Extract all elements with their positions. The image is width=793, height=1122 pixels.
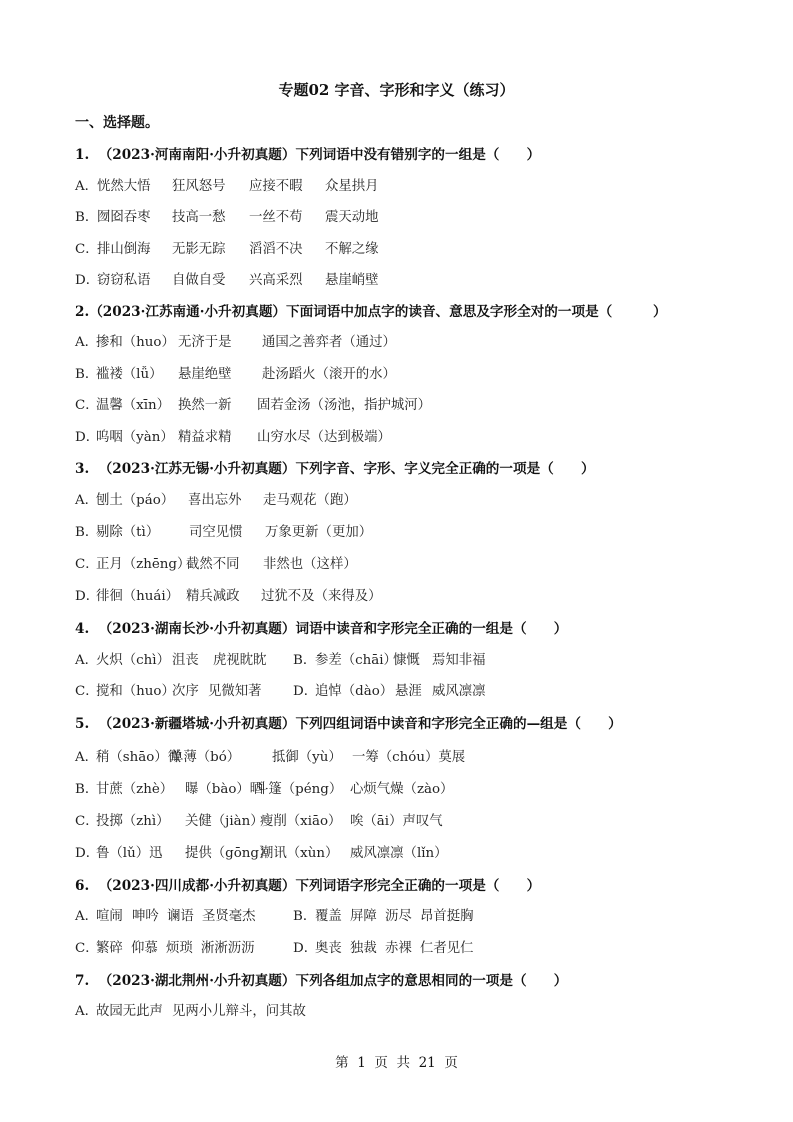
option-word: 排山倒海	[97, 242, 151, 257]
option-word: 抵御（yù）	[272, 750, 342, 765]
option-word: 应接不暇	[249, 179, 303, 194]
option-label: A．	[75, 1004, 99, 1019]
option-label: B．	[75, 525, 99, 540]
option-word: 呻吟	[132, 909, 159, 924]
option-word: 换然一新	[178, 398, 232, 413]
option-word: 剔除（tì）	[96, 525, 160, 540]
option-word: 众星拱月	[325, 179, 379, 194]
option-word: 精益求精	[178, 430, 232, 445]
option-label: C．	[75, 941, 99, 956]
option-label: A．	[75, 335, 99, 350]
option-word: 悬崖峭壁	[325, 273, 379, 288]
option-label: C．	[75, 557, 99, 572]
option-word: 呜咽（yàn）	[96, 430, 174, 445]
option-label: B．	[293, 909, 317, 924]
option-word: 奥丧	[315, 941, 342, 956]
option-word: 无影无踪	[172, 242, 226, 257]
option-word: 故园无此声	[96, 1004, 163, 1019]
option-word: 火炽（chì）	[96, 653, 170, 668]
option-word: 喧闹	[96, 909, 123, 924]
option-word: 通国之善弈者（通过）	[262, 335, 396, 350]
option-word: 不解之缘	[325, 242, 379, 257]
option-label: D．	[293, 941, 318, 956]
option-word: 截然不同	[186, 557, 240, 572]
option-word: 山穷水尽（达到极端）	[257, 430, 391, 445]
option-word: 褴褛（lǚ）	[96, 367, 163, 382]
option-word: 烦琐	[166, 941, 193, 956]
option-word: 慷慨	[393, 653, 420, 668]
option-label: C．	[75, 684, 99, 699]
option-word: 掺和（huo）	[96, 335, 175, 350]
option-label: A．	[75, 653, 99, 668]
option-word: 仁者见仁	[420, 941, 474, 956]
option-word: 窃窃私语	[97, 273, 151, 288]
option-word: 虎视眈眈	[213, 653, 267, 668]
option-word: 威风凛凛（lǐn）	[350, 846, 448, 861]
option-label: B．	[75, 367, 99, 382]
question-stem: 1. （2023·河南南阳·小升初真题）下列词语中没有错别字的一组是（ ）	[75, 147, 541, 163]
option-word: 滔滔不决	[249, 242, 303, 257]
option-label: A．	[75, 493, 99, 508]
option-label: D．	[75, 846, 100, 861]
option-label: D．	[75, 273, 100, 288]
option-word: 圣贤毫杰	[202, 909, 256, 924]
option-label: C．	[75, 242, 99, 257]
option-word: 见两小儿辩斗，问其故	[172, 1004, 306, 1019]
option-word: 走马观花（跑）	[263, 493, 357, 508]
option-label: C．	[75, 398, 99, 413]
option-word: 独裁	[350, 941, 377, 956]
option-word: 心烦气燥（zào）	[350, 782, 454, 797]
option-word: 覆盖	[315, 909, 342, 924]
option-label: B．	[293, 653, 317, 668]
section-heading: 一、选择题。	[75, 115, 159, 131]
option-word: 沥尽	[385, 909, 412, 924]
option-word: 焉知非福	[432, 653, 486, 668]
option-label: B．	[75, 782, 99, 797]
option-word: 非然也（这样）	[263, 557, 357, 572]
option-word: 繁碎	[96, 941, 123, 956]
option-word: 谰语	[167, 909, 194, 924]
option-word: 正月（zhēng）	[96, 557, 191, 572]
option-word: 追悼（dào）	[315, 684, 394, 699]
option-word: 技高一愁	[172, 210, 226, 225]
question-stem: 2.（2023·江苏南通·小升初真题）下面词语中加点字的读音、意思及字形全对的一项是（ ）	[75, 304, 667, 320]
option-word: 刨土（páo）	[96, 493, 175, 508]
question-stem: 6. （2023·四川成都·小升初真题）下列词语字形完全正确的一项是（ ）	[75, 878, 541, 894]
option-label: A．	[75, 750, 99, 765]
option-word: 瘦削（xiāo）	[260, 814, 342, 829]
option-word: 自做自受	[172, 273, 226, 288]
option-word: 投掷（zhì）	[96, 814, 170, 829]
option-word: 赴汤蹈火（滚开的水）	[262, 367, 396, 382]
option-word: 过犹不及（来得及）	[261, 589, 382, 604]
option-word: 一筹（chóu）莫展	[352, 750, 466, 765]
option-word: 提供（gōng）	[185, 846, 273, 861]
option-word: 徘徊（huái）	[96, 589, 180, 604]
option-label: A．	[75, 179, 99, 194]
option-word: 万象更新（更加）	[265, 525, 373, 540]
option-label: D．	[75, 430, 100, 445]
option-word: 屏障	[350, 909, 377, 924]
option-word: 仰慕	[131, 941, 158, 956]
option-word: 唉（āi）声叹气	[350, 814, 443, 829]
option-word: 稍（shāo）微	[96, 750, 182, 765]
option-word: 关健（jiàn）	[185, 814, 264, 829]
option-label: D．	[293, 684, 318, 699]
option-word: 固若金汤（汤池，指护城河）	[257, 398, 432, 413]
option-word: 一丝不苟	[249, 210, 303, 225]
option-word: 搅和（huo）	[96, 684, 175, 699]
option-word: 单薄（bó）	[170, 750, 241, 765]
option-word: 震天动地	[325, 210, 379, 225]
page-footer: 第 1 页 共 21 页	[335, 1055, 458, 1071]
option-word: 囫囵吞枣	[97, 210, 151, 225]
option-word: 鲁（lǔ）迅	[96, 846, 163, 861]
page-title: 专题02 字音、字形和字义（练习）	[278, 81, 515, 99]
option-word: 赤裸	[385, 941, 412, 956]
option-word: 潮讯（xùn）	[260, 846, 339, 861]
option-word: 曝（bào）晒	[185, 782, 264, 797]
option-word: 淅淅沥沥	[201, 941, 255, 956]
question-stem: 5. （2023·新疆塔城·小升初真题）下列四组词语中读音和字形完全正确的—组是（ ）	[75, 716, 622, 732]
option-word: 见微知著	[208, 684, 262, 699]
option-word: 狂风怒号	[172, 179, 226, 194]
option-word: 昂首挺胸	[420, 909, 474, 924]
question-stem: 7. （2023·湖北荆州·小升初真题）下列各组加点字的意思相同的一项是（ ）	[75, 973, 568, 989]
option-word: 悬崖绝壁	[178, 367, 232, 382]
question-stem: 4. （2023·湖南长沙·小升初真题）词语中读音和字形完全正确的一组是（ ）	[75, 621, 568, 637]
option-word: 无济于是	[178, 335, 232, 350]
option-word: 温馨（xīn）	[96, 398, 171, 413]
option-word: 兴高采烈	[249, 273, 303, 288]
option-label: B．	[75, 210, 99, 225]
option-label: D．	[75, 589, 100, 604]
option-label: C．	[75, 814, 99, 829]
option-word: 威风凛凛	[432, 684, 486, 699]
option-word: 斗篷（péng）	[255, 782, 343, 797]
option-word: 司空见惯	[189, 525, 243, 540]
option-word: 次序	[172, 684, 199, 699]
option-word: 沮丧	[172, 653, 199, 668]
option-label: A．	[75, 909, 99, 924]
option-word: 甘蔗（zhè）	[96, 782, 174, 797]
option-word: 悬涯	[395, 684, 422, 699]
option-word: 精兵减政	[186, 589, 240, 604]
option-word: 参差（chāi）	[315, 653, 397, 668]
option-word: 喜出忘外	[188, 493, 242, 508]
option-word: 恍然大悟	[97, 179, 151, 194]
question-stem: 3. （2023·江苏无锡·小升初真题）下列字音、字形、字义完全正确的一项是（ ）	[75, 461, 595, 477]
